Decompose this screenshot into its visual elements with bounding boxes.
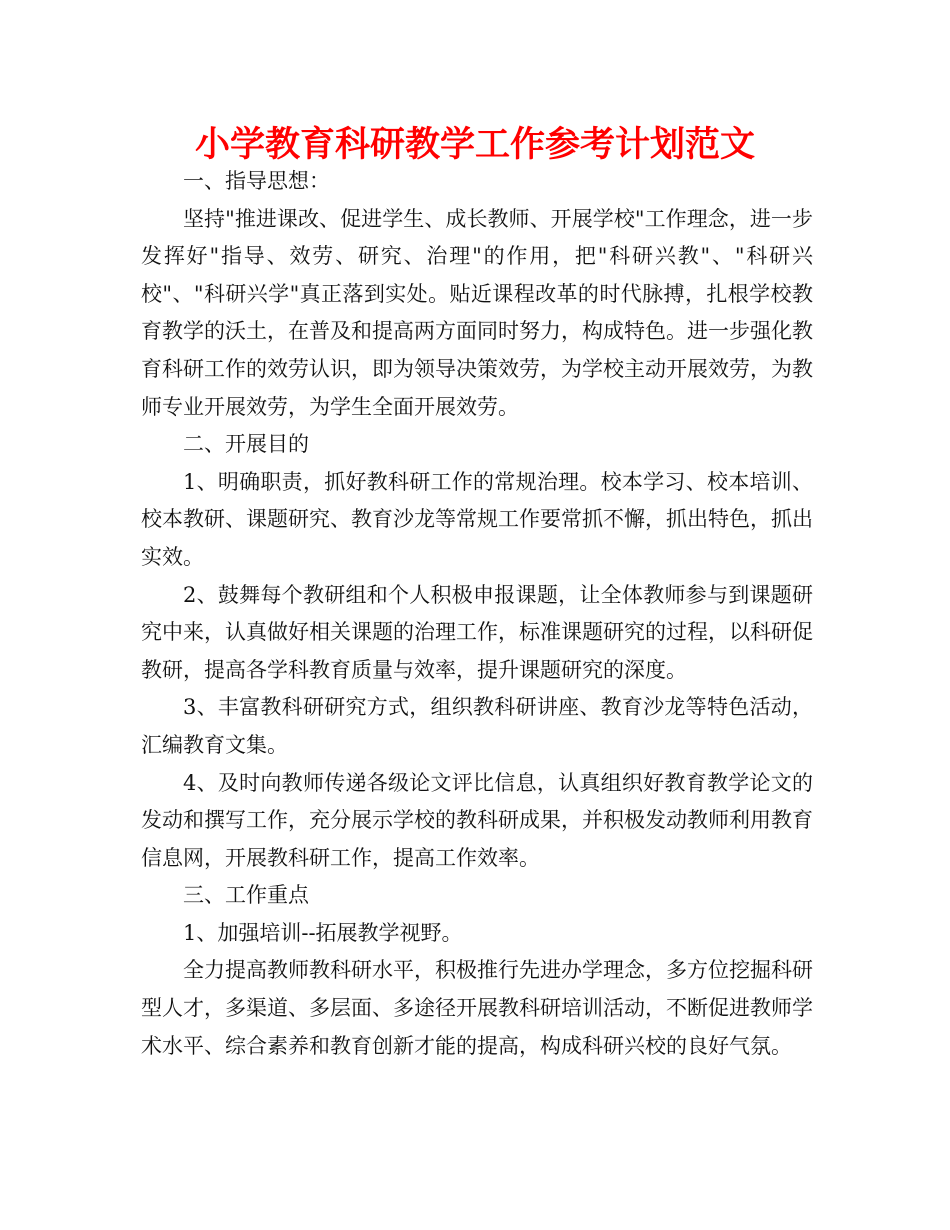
document-title: 小学教育科研教学工作参考计划范文 <box>194 125 755 165</box>
section-heading-work-focus: 三、工作重点 <box>183 883 309 908</box>
section-heading-guiding-thought: 一、指导思想： <box>183 169 330 193</box>
paragraph-guiding-thought: 坚持"推进课改、促进学生、成长教师、开展学校"工作理念，进一步发挥好"指导、效劳、研究、治理"的作用，把"科研兴教"、"科研兴校"、"科研兴学"真正落到实处。贴近课程改革的时代脉搏，扎根学校教育教学的沃土，在普及和提高两方面同时努力，构成特色。进一步强化教育科研工作的效劳认识，即为领导决策效劳，为学校主动开展效劳，为教师专业开展效劳，为学生全面开展效劳。 <box>141 206 813 419</box>
document-body <box>141 163 813 1065</box>
paragraph-goal-3: 3、丰富教科研研究方式，组织教科研讲座、教育沙龙等特色活动，汇编教育文集。 <box>141 695 813 757</box>
section-heading-goals: 二、开展目的 <box>183 432 309 457</box>
paragraph-goal-2: 2、鼓舞每个教研组和个人积极申报课题，让全体教师参与到课题研究中来，认真做好相关课题的治理工作，标准课题研究的过程，以科研促教研，提高各学科教育质量与效率，提升课题研究的深度。 <box>141 582 813 682</box>
paragraph-goal-1: 1、明确职责，抓好教科研工作的常规治理。校本学习、校本培训、校本教研、课题研究、教育沙龙等常规工作要常抓不懈，抓出特色，抓出实效。 <box>141 469 813 569</box>
subheading-training: 1、加强培训--拓展教学视野。 <box>183 920 463 945</box>
paragraph-training: 全力提高教师教科研水平，积极推行先进办学理念，多方位挖掘科研型人才，多渠道、多层面、多途径开展教科研培训活动，不断促进教师学术水平、综合素养和教育创新才能的提高，构成科研兴校的良好气氛。 <box>141 958 813 1058</box>
paragraph-goal-4: 4、及时向教师传递各级论文评比信息，认真组织好教育教学论文的发动和撰写工作，充分展示学校的教科研成果，并积极发动教师利用教育信息网，开展教科研工作，提高工作效率。 <box>141 770 813 870</box>
